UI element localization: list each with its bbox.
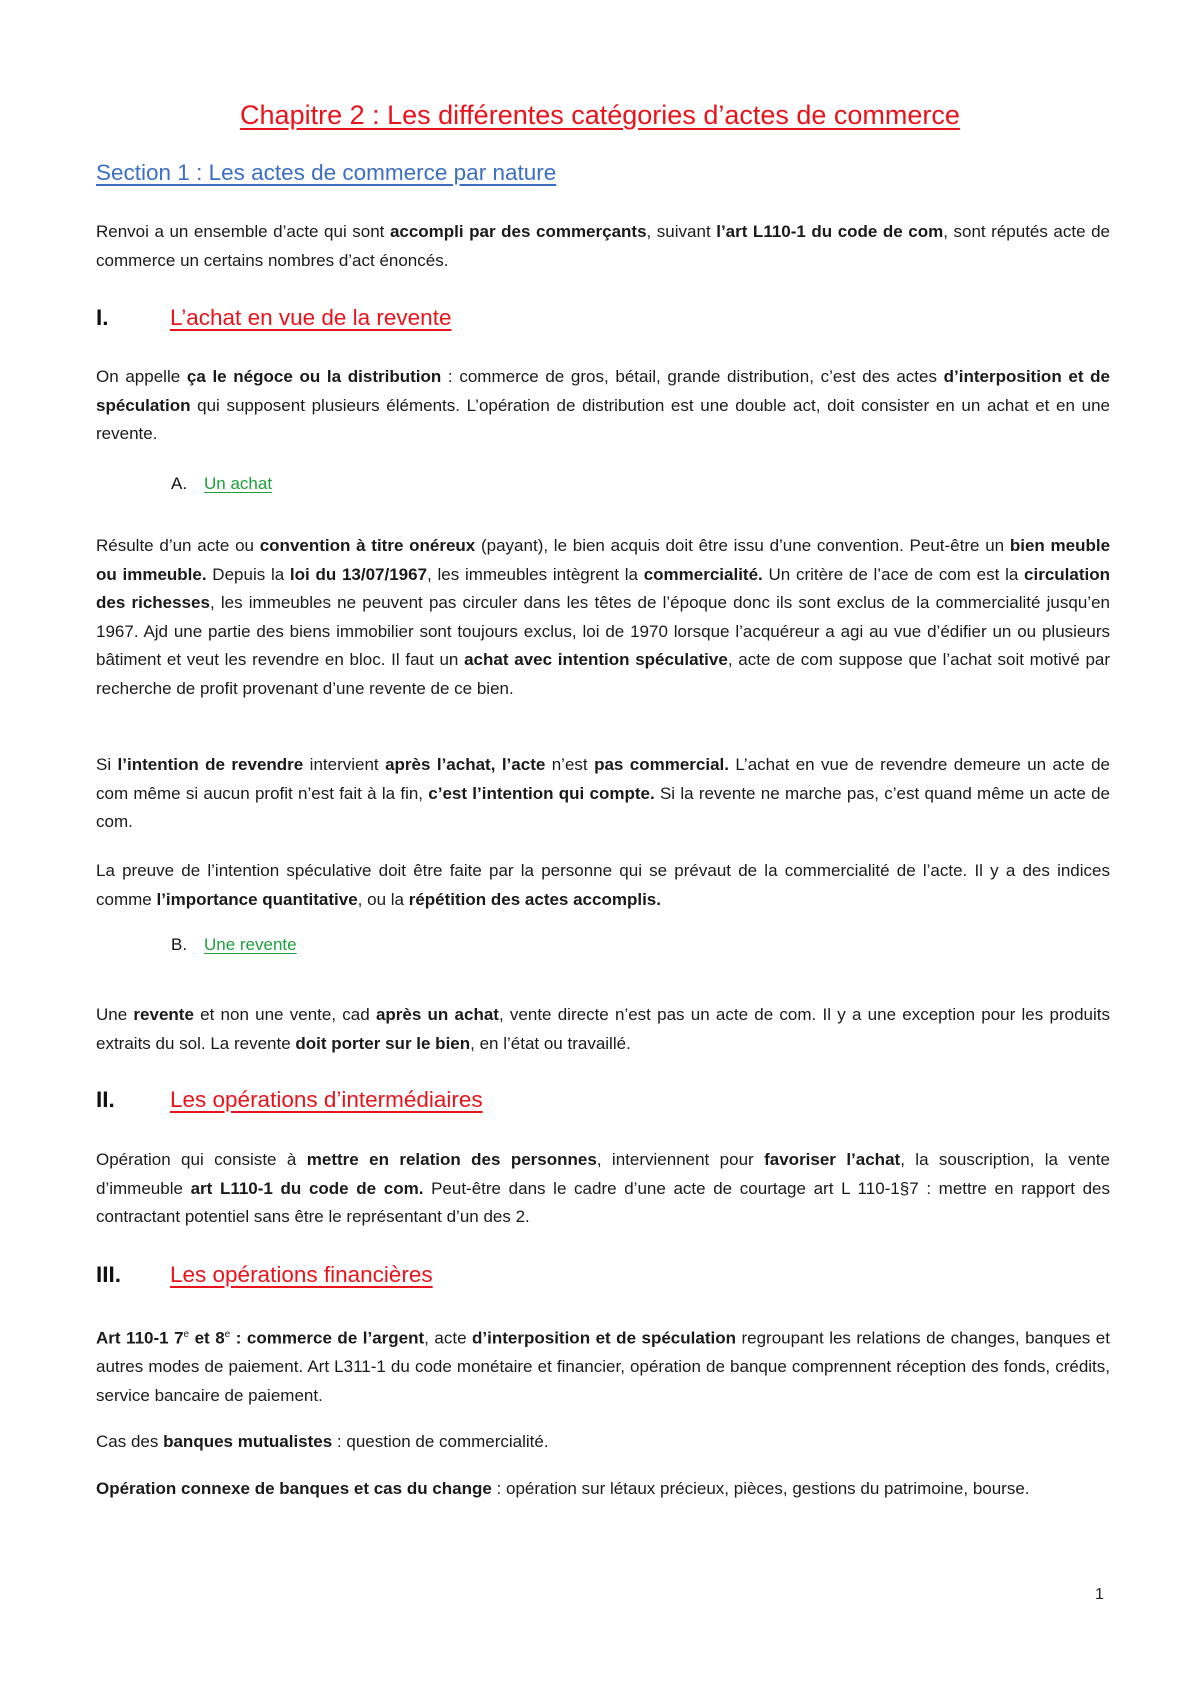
text-run: Si — [96, 755, 118, 774]
text-run: : opération sur létaux précieux, pièces, gestions du patrimoine, bourse. — [491, 1479, 1030, 1498]
text-run: , suivant — [646, 222, 717, 241]
text-run: : commerce de gros, bétail, grande distribution, c’est des actes — [441, 367, 944, 386]
subheading-text: Un achat — [204, 474, 273, 493]
paragraph-revente — [96, 1001, 1110, 1058]
bold-run: : commerce de l’argent — [230, 1328, 425, 1348]
bold-run: pas commercial. — [594, 755, 729, 774]
paragraph-achat — [96, 532, 1110, 703]
heading-number: II. — [96, 1087, 115, 1112]
text-run: , vente directe n’est pas un acte de com. Il y a une exception pour les produits extraits du sol. La revente — [96, 1005, 1110, 1053]
subheading-number: A. — [171, 474, 188, 493]
bold-run: d’interposition et de spéculation — [472, 1328, 736, 1348]
text-run: La preuve de l’intention spéculative doit être faite par la personne qui se prévaut de la commercialité de l’acte. Il y a des indices comme — [96, 861, 1110, 909]
text-run: qui supposent plusieurs éléments. L’opération de distribution est une double act, doit consister en un achat et en une revente. — [96, 395, 1110, 443]
text-run: Depuis la — [206, 564, 290, 584]
text-run: Renvoi a un ensemble d’acte qui sont — [96, 222, 390, 241]
text-run: , la souscription, la vente d’immeuble — [96, 1150, 1110, 1198]
text-run: , en l’état ou travaillé. — [470, 1033, 631, 1053]
superscript-run: e — [224, 1329, 231, 1340]
bold-run: accompli par des commerçants — [389, 222, 647, 241]
section-title: Section 1 : Les actes de commerce par nature — [96, 160, 557, 185]
text-run: et non une vente, cad — [193, 1005, 376, 1024]
text-run: , interviennent pour — [596, 1150, 765, 1169]
bold-run: et 8 — [189, 1328, 225, 1348]
subheading-text: Une revente — [204, 935, 297, 954]
heading-achat-revente — [96, 305, 1110, 337]
text-run: regroupant les relations de changes, banques et autres modes de paiement. Art L311-1 du code monétaire et financier, opération de banque comprennent réception des fonds, crédits, service bancaire de paiement. — [96, 1328, 1110, 1405]
text-run: : question de commercialité. — [332, 1432, 549, 1451]
bold-run: Opération connexe de banques et cas du change — [96, 1479, 492, 1498]
heading-number: III. — [96, 1262, 122, 1287]
paragraph-mutualistes — [96, 1428, 1110, 1457]
text-run: Si la revente ne marche pas, c’est quand même un acte de com. — [96, 783, 1110, 831]
text-run: Résulte d’un acte ou — [96, 536, 260, 555]
intro-paragraph — [96, 218, 1110, 275]
paragraph-negoce — [96, 363, 1110, 449]
bold-run: mettre en relation des personnes — [306, 1150, 597, 1169]
page-number: 1 — [1095, 1586, 1104, 1603]
bold-run: l’intention de revendre — [117, 755, 304, 774]
bold-run: loi du 13/07/1967 — [289, 564, 428, 584]
bold-run: banques mutualistes — [163, 1432, 333, 1451]
text-run: Un critère de l’ace de com est la — [762, 564, 1025, 584]
text-run: , les immeubles ne peuvent pas circuler dans les têtes de l’époque donc ils sont exclus de la commercialité jusqu’en 1967. Ajd une partie des biens immobilier sont toujours exclus, loi de 1970 lorsque l’acquéreur a agi au vue d’édifier un ou plusieurs bâtiment et veut les revendre en bloc. Il faut un — [96, 593, 1110, 669]
bold-run: convention à titre onéreux — [259, 536, 476, 555]
text-run: Opération qui consiste à — [96, 1150, 307, 1169]
chapter-title: Chapitre 2 : Les différentes catégories d’actes de commerce — [240, 100, 960, 130]
text-run: , acte de com suppose que l’achat soit motivé par recherche de profit provenant d’une revente de ce bien. — [96, 650, 1111, 698]
text-run: n’est — [545, 755, 595, 774]
bold-run: Art 110-1 7 — [96, 1328, 184, 1348]
heading-text: Les opérations financières — [170, 1262, 433, 1287]
bold-run: ça le négoce ou la distribution — [186, 367, 442, 386]
bold-run: doit porter sur le bien — [295, 1033, 471, 1053]
heading-number: I. — [96, 305, 109, 330]
bold-run: c’est l’intention qui compte. — [428, 783, 655, 803]
subheading-number: B. — [171, 935, 188, 954]
text-run: L’achat en vue de revendre demeure un acte de com même si aucun profit n’est fait à la fin, — [96, 755, 1110, 803]
heading-financieres — [96, 1262, 1110, 1294]
bold-run: après l’achat, l’acte — [385, 755, 546, 774]
subheading-une-revente — [171, 935, 1185, 959]
bold-run: circulation des richesses — [96, 564, 1111, 612]
superscript-run: e — [183, 1329, 190, 1340]
bold-run: bien meuble ou immeuble. — [96, 536, 1111, 584]
heading-text: Les opérations d’intermédiaires — [170, 1087, 483, 1112]
bold-run: favoriser l’achat — [764, 1150, 901, 1169]
text-run: Cas des — [96, 1432, 164, 1451]
bold-run: achat avec intention spéculative — [464, 650, 728, 669]
heading-text: L’achat en vue de la revente — [170, 305, 452, 330]
paragraph-intermediaires — [96, 1146, 1110, 1232]
text-run: Une — [96, 1005, 134, 1024]
bold-run: l’importance quantitative — [156, 889, 358, 909]
bold-run: l’art L110-1 du code de com — [716, 222, 944, 241]
bold-run: répétition des actes accomplis. — [408, 889, 661, 909]
text-run: , les immeubles intègrent la — [427, 564, 644, 584]
text-run: intervient — [303, 755, 386, 774]
text-run: On appelle — [96, 367, 187, 386]
text-run: , ou la — [357, 889, 409, 909]
bold-run: revente — [133, 1005, 194, 1024]
bold-run: d’interposition et de spéculation — [96, 367, 1110, 415]
bold-run: après un achat — [375, 1005, 499, 1024]
text-run: (payant), le bien acquis doit être issu d’une convention. Peut-être un — [475, 536, 1010, 555]
heading-intermediaires — [96, 1087, 1110, 1119]
bold-run: commercialité. — [643, 564, 763, 584]
text-run: , sont réputés acte de commerce un certains nombres d’act énoncés. — [96, 222, 1110, 270]
paragraph-connexe — [96, 1475, 1110, 1504]
subheading-un-achat — [171, 474, 1185, 498]
paragraph-financieres — [96, 1321, 1110, 1410]
bold-run: art L110-1 du code de com. — [190, 1178, 424, 1198]
paragraph-intention — [96, 751, 1110, 837]
text-run: Peut-être dans le cadre d’une acte de courtage art L 110-1§7 : mettre en rapport des contractant potentiel sans être le représentant d’un des 2. — [96, 1178, 1110, 1226]
paragraph-preuve — [96, 857, 1110, 914]
text-run: , acte — [424, 1328, 473, 1348]
